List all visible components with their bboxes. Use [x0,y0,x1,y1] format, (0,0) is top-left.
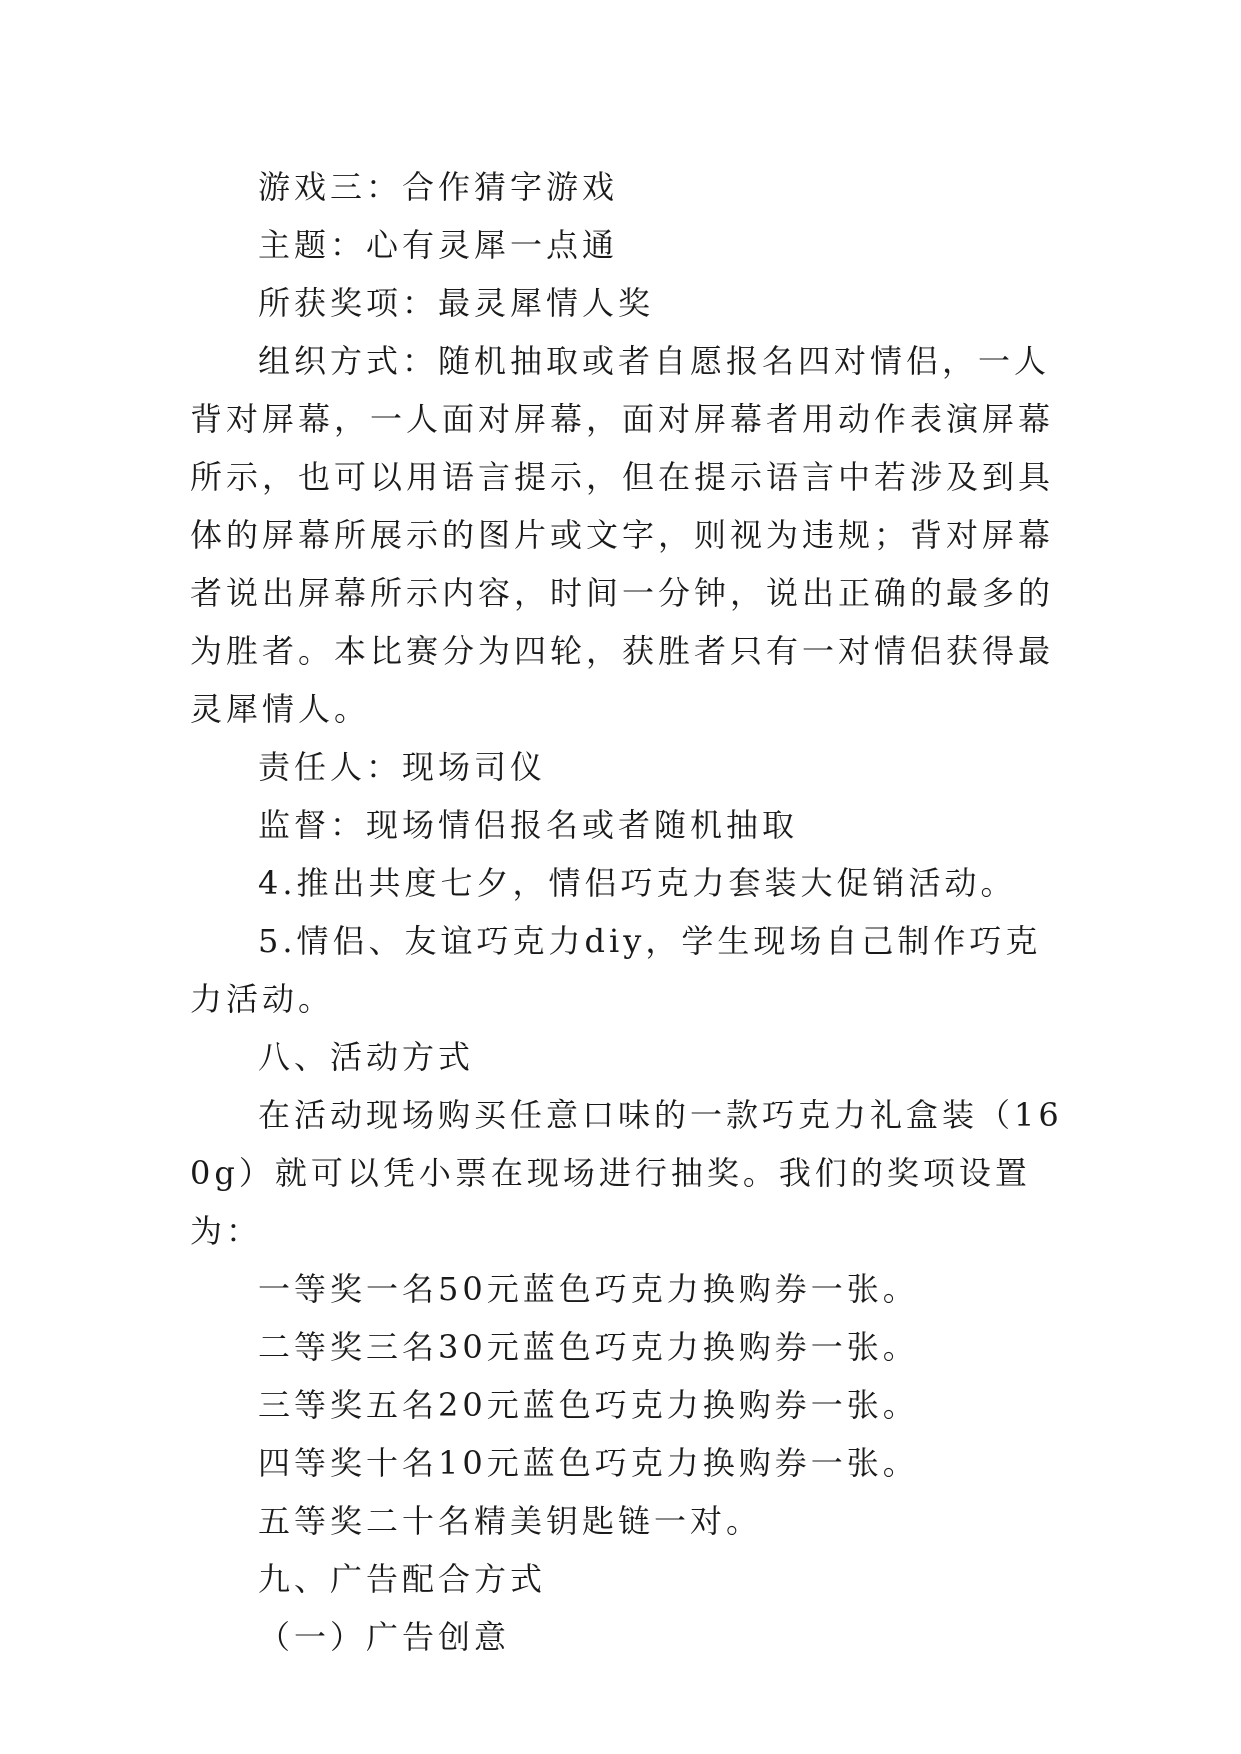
promotion-item-4: 4.推出共度七夕，情侣巧克力套装大促销活动。 [258,864,1017,902]
document-body [190,158,1070,1666]
responsible-line: 责任人：现场司仪 [258,748,547,786]
third-prize: 三等奖五名20元蓝色巧克力换购券一张。 [258,1386,919,1424]
supervision-line: 监督：现场情侣报名或者随机抽取 [258,806,799,844]
promotion-item-5: 5.情侣、友谊巧克力diy，学生现场自己制作巧克力活动。 [190,922,1042,1018]
section-eight-heading: 八、活动方式 [258,1038,475,1076]
award-line: 所获奖项：最灵犀情人奖 [258,284,655,322]
theme-line: 主题：心有灵犀一点通 [258,226,619,264]
game-three-heading: 游戏三：合作猜字游戏 [258,168,619,206]
ad-creative-subheading: （一）广告创意 [258,1618,511,1656]
section-nine-heading: 九、广告配合方式 [258,1560,547,1598]
fourth-prize: 四等奖十名10元蓝色巧克力换购券一张。 [258,1444,919,1482]
first-prize: 一等奖一名50元蓝色巧克力换购券一张。 [258,1270,919,1308]
fifth-prize: 五等奖二十名精美钥匙链一对。 [258,1502,763,1540]
activity-method-paragraph: 在活动现场购买任意口味的一款巧克力礼盒装（160g）就可以凭小票在现场进行抽奖。我们的奖项设置为： [190,1096,1063,1250]
second-prize: 二等奖三名30元蓝色巧克力换购券一张。 [258,1328,919,1366]
organization-paragraph: 组织方式：随机抽取或者自愿报名四对情侣，一人背对屏幕，一人面对屏幕，面对屏幕者用动作表演屏幕所示，也可以用语言提示，但在提示语言中若涉及到具体的屏幕所展示的图片或文字，则视为违规；背对屏幕者说出屏幕所示内容，时间一分钟，说出正确的最多的为胜者。本比赛分为四轮，获胜者只有一对情侣获得最灵犀情人。 [190,342,1055,728]
